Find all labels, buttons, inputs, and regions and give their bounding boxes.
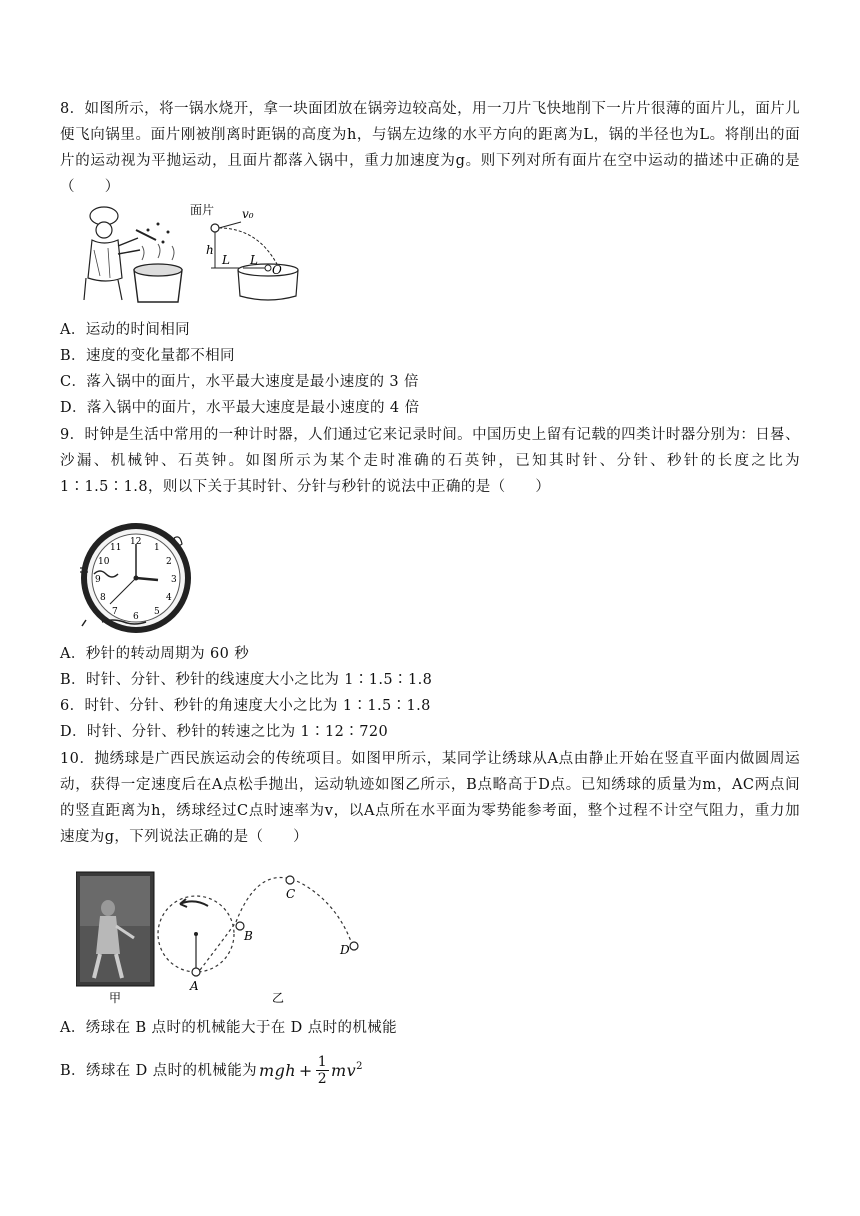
clock-number-2: 2	[166, 557, 172, 567]
clock-number-5: 5	[154, 607, 160, 617]
question-10-figure	[76, 866, 386, 1008]
q10-option-b	[60, 1054, 363, 1087]
question-8-figure	[78, 200, 303, 312]
label-yi: 乙	[272, 991, 285, 1005]
quartz-clock-illustration	[74, 518, 198, 638]
formula-mgh: mgh	[259, 1060, 296, 1080]
clock-number-4: 4	[166, 593, 172, 603]
fraction-denominator: 2	[317, 1071, 328, 1087]
clock-number-10: 10	[98, 557, 110, 567]
clock-number-11: 11	[110, 543, 122, 553]
label-L1: L	[222, 253, 230, 267]
question-10-stem: 10．抛绣球是广西民族运动会的传统项目。如图甲所示，某同学让绣球从A点由静止开始在竖直平面内做圆周运动，获得一定速度后在A点松手抛出，运动轨迹如图乙所示，B点略高于D点。已知绣球的质量为m，AC两点间的竖直距离为h，绣球经过C点时速率为v，以A点所在水平面为零势能参考面，整个过程不计空气阻力，重力加速度为g，下列说法正确的是（ ）	[60, 751, 800, 845]
label-C: C	[286, 887, 296, 901]
fraction-numerator: 1	[317, 1054, 328, 1070]
label-O: O	[272, 263, 282, 277]
q10-option-b-text: B．绣球在 D 点时的机械能为	[60, 1062, 257, 1079]
clock-number-8: 8	[100, 593, 106, 603]
label-v0: v₀	[242, 207, 254, 221]
label-h: h	[206, 243, 214, 257]
formula-exponent: 2	[356, 1060, 363, 1072]
q9-option-d: D．时针、分针、秒针的转速之比为 1∶12∶720	[60, 724, 389, 740]
formula-mv: mv	[331, 1060, 357, 1080]
clock-number-7: 7	[112, 607, 118, 617]
q9-option-b: B．时针、分针、秒针的线速度大小之比为 1∶1.5∶1.8	[60, 672, 433, 688]
label-D: D	[340, 943, 350, 957]
formula-plus: +	[298, 1060, 313, 1080]
question-8-stem: 8．如图所示，将一锅水烧开，拿一块面团放在锅旁边较高处，用一刀片飞快地削下一片片很薄的面片儿，面片儿便飞向锅里。面片刚被削离时距锅的高度为h，与锅左边缘的水平方向的距离为L，锅的半径也为L。将削出的面片的运动视为平抛运动，且面片都落入锅中，重力加速度为g。则下列对所有面片在空中运动的描述中正确的是（ ）	[60, 101, 800, 195]
q8-option-d: D．落入锅中的面片，水平最大速度是最小速度的 4 倍	[60, 400, 420, 416]
q9-option-a: A．秒针的转动周期为 60 秒	[60, 646, 250, 662]
q10-option-a: A．绣球在 B 点时的机械能大于在 D 点时的机械能	[60, 1020, 398, 1036]
embroidered-ball-illustration	[76, 866, 386, 1008]
cook-and-pot-illustration	[78, 200, 303, 312]
label-jia: 甲	[109, 991, 122, 1005]
clock-number-6: 6	[133, 612, 139, 622]
question-9-figure	[74, 518, 198, 638]
clock-number-3: 3	[171, 575, 177, 585]
q8-option-b: B．速度的变化量都不相同	[60, 348, 235, 364]
q8-option-c: C．落入锅中的面片，水平最大速度是最小速度的 3 倍	[60, 374, 419, 390]
label-A: A	[190, 979, 199, 993]
label-mianpian: 面片	[190, 203, 215, 217]
clock-number-12: 12	[130, 537, 142, 547]
label-B: B	[244, 929, 253, 943]
question-9-stem: 9．时钟是生活中常用的一种计时器，人们通过它来记录时间。中国历史上留有记载的四类计时器分别为：日晷、沙漏、机械钟、石英钟。如图所示为某个走时准确的石英钟，已知其时针、分针、秒针的长度之比为 1∶1.5∶1.8，则以下关于其时针、分针与秒针的说法中正确的是（ ）	[60, 427, 800, 495]
label-L2: L	[250, 253, 258, 267]
q9-option-c: 6．时针、分针、秒针的角速度大小之比为 1∶1.5∶1.8	[60, 698, 431, 714]
clock-number-1: 1	[154, 543, 160, 553]
clock-number-9: 9	[95, 575, 101, 585]
q8-option-a: A．运动的时间相同	[60, 322, 191, 338]
formula-fraction	[316, 1054, 329, 1087]
